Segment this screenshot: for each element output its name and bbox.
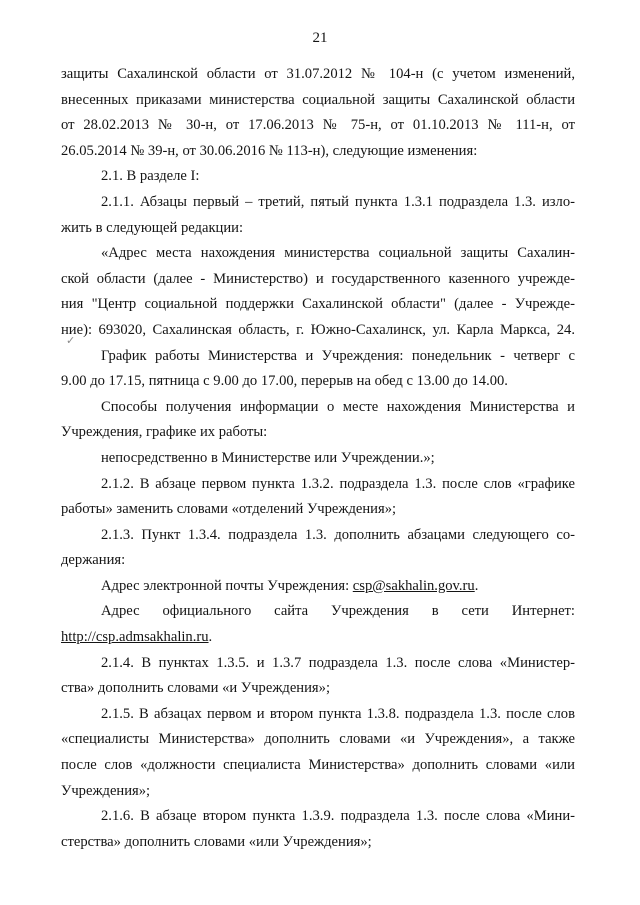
text-line: ства» дополнить словами «и Учреждения»; (61, 680, 330, 697)
text-line: График работы Министерства и Учреждения: понедельник - четверг с (101, 347, 575, 364)
text-line: работы» заменить словами «отделений Учреждения»; (61, 501, 397, 518)
punctuation: . (208, 629, 213, 646)
text-line: «Адрес места нахождения министерства социальной защиты Сахалин- (101, 245, 575, 262)
text-line: Учреждения, графике их работы: (61, 424, 268, 441)
page-number: 21 (312, 30, 328, 46)
email-label: Адрес электронной почты Учреждения: (101, 577, 353, 594)
punctuation: . (474, 577, 479, 594)
text-line: 2.1. В разделе I: (101, 168, 200, 185)
text-line: после слов «должности специалиста Министерства» дополнить словами «или (61, 757, 575, 774)
text-line: 2.1.1. Абзацы первый – третий, пятый пункта 1.3.1 подраздела 1.3. изло- (101, 193, 575, 210)
text-line: жить в следующей редакции: (61, 219, 244, 236)
text-line: Адрес официального сайта Учреждения в сети Интернет: (101, 603, 575, 620)
text-line: 2.1.3. Пункт 1.3.4. подраздела 1.3. дополнить абзацами следующего со- (101, 526, 575, 543)
text-line: ние): 693020, Сахалинская область, г. Южно-Сахалинск, ул. Карла Маркса, 24. (61, 321, 575, 338)
text-line: 2.1.6. В абзаце втором пункта 1.3.9. подраздела 1.3. после слова «Мини- (101, 808, 575, 825)
text-line: держания: (61, 552, 126, 569)
website-link[interactable]: http://csp.admsakhalin.ru (61, 629, 209, 646)
text-line: 9.00 до 17.15, пятница с 9.00 до 17.00, перерыв на обед с 13.00 до 14.00. (61, 373, 508, 390)
text-line: Способы получения информации о месте нахождения Министерства и (101, 398, 575, 415)
text-line (61, 574, 575, 600)
email-link[interactable]: csp@sakhalin.gov.ru (352, 577, 475, 594)
scan-mark: ✓ (66, 335, 76, 347)
text-line: от 28.02.2013 № 30-н, от 17.06.2013 № 75-н, от 01.10.2013 № 111-н, от (61, 117, 575, 134)
document-body (61, 62, 575, 855)
text-line: внесенных приказами министерства социальной защиты Сахалинской области (61, 91, 575, 108)
text-line: ской области (далее - Министерство) и государственного казенного учрежде- (61, 270, 575, 287)
text-line: Учреждения»; (61, 782, 151, 799)
text-line: «специалисты Министерства» дополнить словами «и Учреждения», а также (61, 731, 575, 748)
text-line: 26.05.2014 № 39-н, от 30.06.2016 № 113-н), следующие изменения: (61, 142, 478, 159)
text-line: 2.1.2. В абзаце первом пункта 1.3.2. подраздела 1.3. после слов «графике (101, 475, 575, 492)
text-line: непосредственно в Министерстве или Учреждении.»; (101, 449, 435, 466)
text-line: 2.1.4. В пунктах 1.3.5. и 1.3.7 подраздела 1.3. после слова «Министер- (101, 654, 575, 671)
text-line: 2.1.5. В абзацах первом и втором пункта 1.3.8. подраздела 1.3. после слов (101, 705, 575, 722)
text-line (61, 625, 575, 651)
text-line: ния "Центр социальной поддержки Сахалинской области" (далее - Учрежде- (61, 296, 575, 313)
text-line: защиты Сахалинской области от 31.07.2012 № 104-н (с учетом изменений, (61, 66, 575, 82)
text-line: стерства» дополнить словами «или Учреждения»; (61, 833, 372, 850)
